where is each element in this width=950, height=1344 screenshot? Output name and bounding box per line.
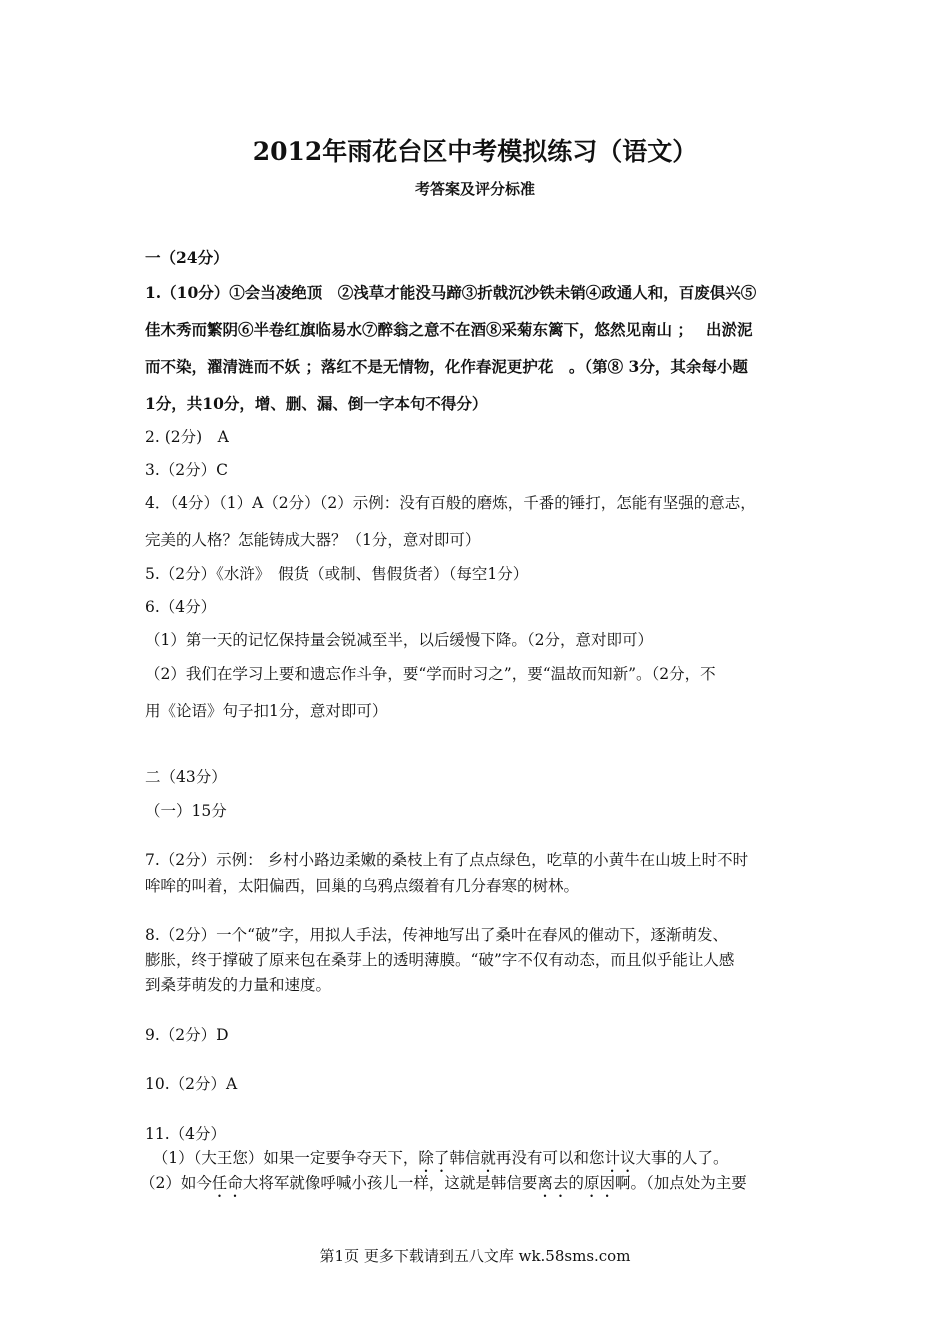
emphasis-jiu: 就: [480, 1149, 496, 1167]
q7-line-1: 7.（2分）示例： 乡村小路边柔嫩的桑枝上有了点点绿色，吃草的小黄牛在山坡上时不时: [145, 851, 749, 869]
q1-line-3: 而不染，濯清涟而不妖 ；落红不是无情物，化作春泥更护花 。（第⑧ 3分，其余每小题: [145, 357, 748, 376]
q5-answer: 5.（2分）《水浒》 假货（或制、售假货者）（每空1分）: [145, 565, 529, 583]
q8-line-3: 到桑芽萌发的力量和速度。: [145, 976, 332, 994]
q11-part-2-text-d: 啊。（加点处为主要: [614, 1174, 747, 1192]
page-footer: 第1页 更多下载请到五八文库 wk.58sms.com: [319, 1247, 631, 1265]
document-subtitle: 考答案及评分标准: [414, 180, 535, 198]
q11-part-2-text-a: （2）如今: [140, 1174, 212, 1192]
q1-line-2: 佳木秀而繁阴⑥半卷红旗临易水⑦醉翁之意不在酒⑧采菊东篱下，悠然见南山 ； 出淤泥: [145, 320, 753, 339]
q6-heading: 6.（4分）: [145, 598, 217, 616]
q1-line-4: 1分，共10分，增、删、漏、倒一字本句不得分）: [145, 394, 488, 413]
q8-line-1: 8.（2分）一个“破”字，用拟人手法，传神地写出了桑叶在春风的催动下，逐渐萌发、: [145, 926, 729, 944]
q9-answer: 9.（2分）D: [145, 1026, 229, 1044]
q11-part-1-text-b: 韩信: [449, 1149, 481, 1167]
q6-part-2-line-1: （2）我们在学习上要和遗忘作斗争，要“学而时习之”，要“温故而知新”。（2分，不: [145, 665, 716, 683]
q6-part-1: （1）第一天的记忆保持量会锐减至半，以后缓慢下降。（2分，意对即可）: [145, 631, 653, 649]
q11-part-1-text-a: （1）（大王您）如果一定要争夺天下，: [145, 1149, 419, 1167]
emphasis-renming: 任命: [211, 1174, 243, 1192]
document-title: 2012年雨花台区中考模拟练习（语文）: [252, 137, 698, 166]
q11-part-1-text-e: 大事的人了。: [635, 1149, 729, 1167]
q11-part-2-text-c: 的: [568, 1174, 584, 1192]
q2-answer: 2. (2分) A: [145, 428, 229, 446]
q7-line-2: 哞哞的叫着，太阳偏西，回巢的乌鸦点缀着有几分春寒的树林。: [145, 877, 580, 895]
emphasis-liqu: 离去: [537, 1174, 569, 1192]
emphasis-yuanyin: 原因: [583, 1174, 615, 1192]
q11-part-2: [140, 1173, 747, 1201]
q4-line-1: 4．（4分）（1）A（2分）（2）示例：没有百般的磨炼，千番的锤打，怎能有坚强的意志，: [145, 494, 756, 512]
q11-part-1-text-c: 再: [495, 1149, 512, 1167]
q11-part-2-text-b: 大将军就像呼喊小孩儿一样，这就是韩信要: [242, 1174, 538, 1192]
q11-part-1-text-d: 没有可以和您: [511, 1149, 605, 1167]
q8-line-2: 膨胀，终于撑破了原来包在桑芽上的透明薄膜。“破”字不仅有动态，而且似乎能让人感: [145, 951, 735, 969]
q11-heading: 11.（4分）: [145, 1125, 227, 1143]
section-two-part-one: （一）15分: [145, 802, 227, 820]
emphasis-chule: 除了: [418, 1149, 450, 1167]
q6-part-2-line-2: 用《论语》句子扣1分，意对即可）: [145, 702, 388, 720]
section-two-heading: 二（43分）: [145, 768, 227, 786]
section-one-heading: 一（24分）: [145, 248, 229, 267]
emphasis-jiyi: 计议: [604, 1149, 636, 1167]
q10-answer: 10.（2分）A: [145, 1075, 238, 1093]
q11-part-1: [145, 1148, 728, 1176]
q1-line-1: 1.（10分）①会当凌绝顶 ②浅草才能没马蹄③折戟沉沙铁未销④政通人和，百废俱兴⑤: [145, 283, 757, 302]
q4-line-2: 完美的人格？怎能铸成大器？（1分，意对即可）: [145, 531, 481, 549]
q3-answer: 3.（2分）C: [145, 461, 229, 479]
